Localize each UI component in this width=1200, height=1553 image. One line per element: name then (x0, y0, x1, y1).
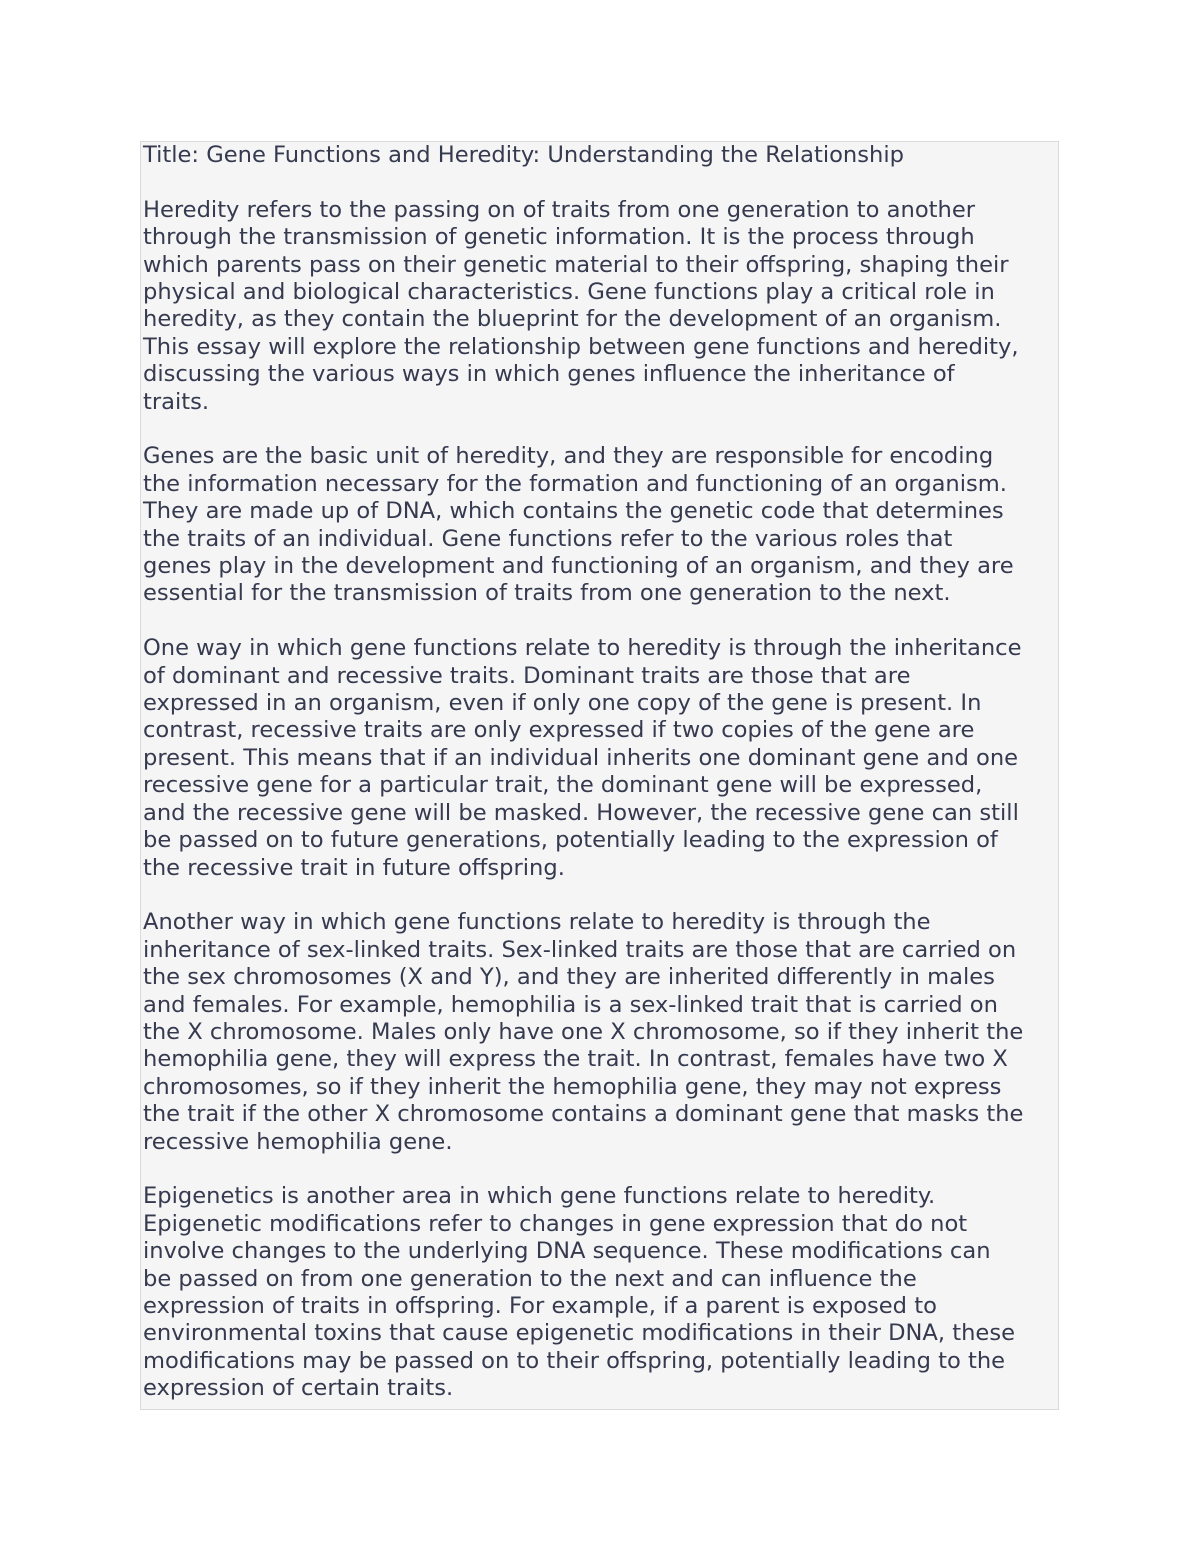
essay-text-box (140, 141, 1059, 1410)
paragraph-line: Another way in which gene functions relate to heredity is through the (143, 909, 931, 936)
paragraph-line: which parents pass on their genetic material to their offspring, shaping their (143, 251, 1009, 278)
paragraph-line: the trait if the other X chromosome contains a dominant gene that masks the (143, 1101, 1024, 1128)
paragraph-line: chromosomes, so if they inherit the hemophilia gene, they may not express (143, 1073, 1002, 1100)
paragraph-2 (143, 443, 1058, 607)
paragraph-line: heredity, as they contain the blueprint for the development of an organism. (143, 306, 1002, 333)
paragraph-4 (143, 909, 1058, 1156)
paragraph-line: present. This means that if an individual inherits one dominant gene and one (143, 744, 1019, 771)
paragraph-line: and females. For example, hemophilia is a sex-linked trait that is carried on (143, 991, 998, 1018)
paragraph-line: expressed in an organism, even if only one copy of the gene is present. In (143, 690, 982, 717)
paragraph-line: the traits of an individual. Gene functions refer to the various roles that (143, 525, 953, 552)
paragraph-line: They are made up of DNA, which contains the genetic code that determines (143, 498, 1004, 525)
paragraph-line: essential for the transmission of traits from one generation to the next. (143, 580, 951, 607)
paragraph-line: genes play in the development and functioning of an organism, and they are (143, 553, 1014, 580)
paragraph-line: hemophilia gene, they will express the trait. In contrast, females have two X (143, 1046, 1008, 1073)
paragraph-line: discussing the various ways in which genes influence the inheritance of (143, 361, 955, 388)
paragraph-1 (143, 197, 1058, 416)
paragraph-line: This essay will explore the relationship between gene functions and heredity, (143, 333, 1019, 360)
paragraph-line: recessive gene for a particular trait, the dominant gene will be expressed, (143, 772, 983, 799)
paragraph-line: through the transmission of genetic information. It is the process through (143, 224, 975, 251)
paragraph-3 (143, 635, 1058, 882)
paragraph-line: recessive hemophilia gene. (143, 1128, 453, 1155)
paragraph-line: Genes are the basic unit of heredity, and they are responsible for encoding (143, 443, 994, 470)
essay-title (143, 142, 1058, 169)
title-line: Title: Gene Functions and Heredity: Understanding the Relationship (143, 142, 904, 168)
paragraph-line: traits. (143, 388, 210, 415)
paragraph-line: the sex chromosomes (X and Y), and they are inherited differently in males (143, 964, 995, 991)
paragraph-line: Epigenetic modifications refer to changes in gene expression that do not (143, 1210, 968, 1237)
paragraph-line: inheritance of sex-linked traits. Sex-linked traits are those that are carried on (143, 936, 1017, 963)
paragraph-line: One way in which gene functions relate to heredity is through the inheritance (143, 635, 1022, 662)
paragraph-line: expression of traits in offspring. For example, if a parent is exposed to (143, 1292, 937, 1319)
paragraph-line: be passed on from one generation to the next and can influence the (143, 1265, 917, 1292)
paragraph-line: of dominant and recessive traits. Dominant traits are those that are (143, 662, 911, 689)
paragraph-line: involve changes to the underlying DNA sequence. These modifications can (143, 1238, 991, 1265)
paragraph-line: the information necessary for the formation and functioning of an organism. (143, 470, 1007, 497)
paragraph-line: and the recessive gene will be masked. However, the recessive gene can still (143, 799, 1019, 826)
paragraph-line: modifications may be passed on to their offspring, potentially leading to the (143, 1347, 1006, 1374)
paragraph-line: contrast, recessive traits are only expressed if two copies of the gene are (143, 717, 975, 744)
paragraph-line: Epigenetics is another area in which gene functions relate to heredity. (143, 1183, 936, 1210)
paragraph-line: be passed on to future generations, potentially leading to the expression of (143, 827, 998, 854)
paragraph-line: the recessive trait in future offspring. (143, 854, 565, 881)
paragraph-line: Heredity refers to the passing on of traits from one generation to another (143, 196, 976, 223)
paragraph-line: the X chromosome. Males only have one X chromosome, so if they inherit the (143, 1018, 1024, 1045)
paragraph-line: physical and biological characteristics. Gene functions play a critical role in (143, 279, 995, 306)
paragraph-5 (143, 1183, 1058, 1402)
paragraph-line: environmental toxins that cause epigenetic modifications in their DNA, these (143, 1320, 1015, 1347)
paragraph-line: expression of certain traits. (143, 1375, 454, 1402)
